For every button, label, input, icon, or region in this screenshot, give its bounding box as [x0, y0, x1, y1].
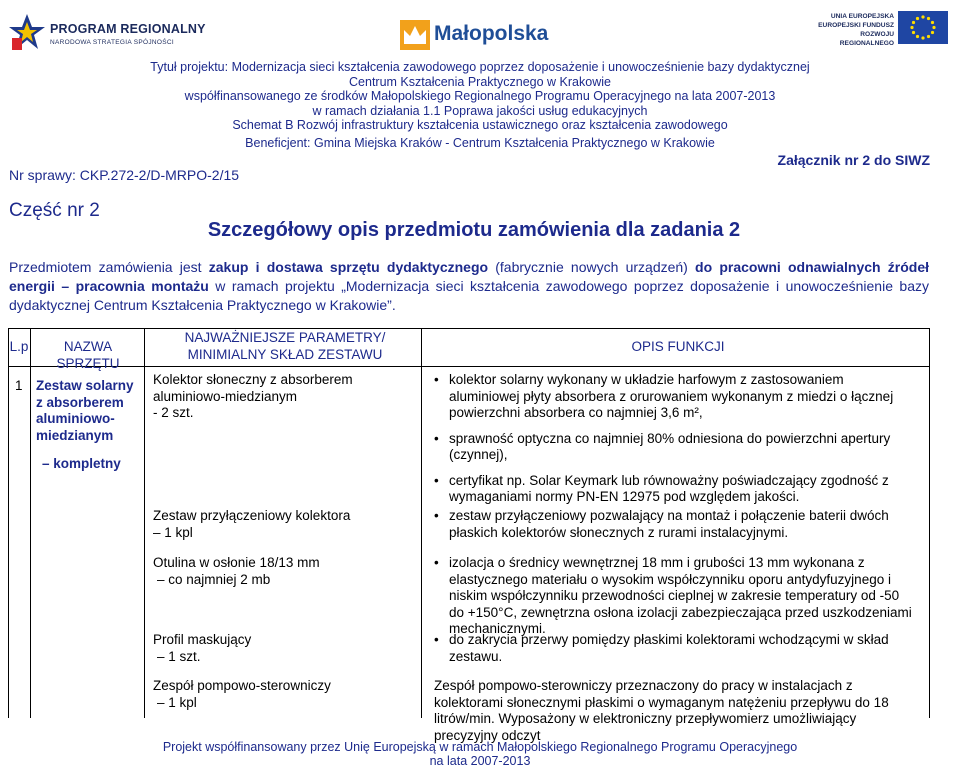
project-header: Tytuł projektu: Modernizacja sieci kształcenia zawodowego poprzez doposażenie i unowocześnienie bazy dydaktycznej Centrum Kształcenia Praktycznego w Krakowie współfinansowanego ze środków Małopolskiego Regionalnego Programu Operacyjnego na lata 2007-2013 w ramach działania 1.1 Poprawa jakości usług edukacyjnych Schemat B Rozwój infrastruktury kształcenia ustawicznego oraz kształcenia zawodowego [150, 60, 810, 132]
beneficjent: Beneficjent: Gmina Miejska Kraków - Centrum Kształcenia Praktycznego w Krakowie [245, 136, 715, 150]
malopolska-logo [400, 18, 549, 54]
param-profil: Profil maskujący – 1 szt. [153, 632, 252, 664]
header-desc: OPIS FUNKCJI [631, 339, 725, 354]
ue-text: UNIA EUROPEJSKA EUROPEJSKI FUNDUSZ ROZWOJU REGIONALNEGO [818, 13, 894, 47]
attachment-label: Załącznik nr 2 do SIWZ [777, 152, 930, 168]
program-regionalny-star-icon [8, 12, 46, 52]
footer: Projekt współfinansowany przez Unię Europejską w ramach Małopolskiego Regionalnego Programu Operacyjnego na lata 2007-2013 [162, 740, 798, 768]
header-params: NAJWAŻNIEJSZE PARAMETRY/ MINIMIALNY SKŁAD ZESTAWU [184, 330, 386, 362]
list-item: • certyfikat np. Solar Keymark lub równoważny poświadczający zgodność z wymaganiami normy PN-EN 12975 pod względem jakości. [434, 473, 914, 506]
row-name: Zestaw solarny z absorberem aluminiowo-miedzianym – kompletny [36, 378, 134, 471]
param-zespol-pompowy: Zespół pompowo-sterowniczy – 1 kpl [153, 678, 331, 710]
program-regionalny-subtitle: NARODOWA STRATEGIA SPÓJNOŚCI [50, 39, 174, 46]
param-otulina: Otulina w osłonie 18/13 mm – co najmniej 2 mb [153, 555, 320, 587]
param-kolektor: Kolektor słoneczny z absorberem aluminiowo-miedzianym - 2 szt. [153, 372, 353, 420]
list-item: • zestaw przyłączeniowy pozwalający na montaż i połączenie baterii dwóch płaskich kolektorów słonecznych z rurami instalacyjnymi. [434, 508, 914, 541]
ue-logo [810, 10, 950, 46]
desc-zestaw-przylaczeniowy [434, 508, 914, 550]
row-lp: 1 [15, 378, 23, 393]
case-number: Nr sprawy: CKP.272-2/D-MRPO-2/15 [9, 167, 240, 183]
malopolska-emblem-icon [400, 20, 430, 50]
spec-table [8, 328, 930, 743]
program-regionalny-title: PROGRAM REGIONALNY [50, 22, 206, 36]
header-name: NAZWA SPRZĘTU [56, 339, 120, 371]
list-item: • kolektor solarny wykonany w układzie harfowym z zastosowaniem aluminiowej płyty absorbera z orurowaniem wykonanym z miedzi o łącznej powierzchni absorbera co najmniej 3,6 m², [434, 372, 914, 422]
malopolska-name: Małopolska [434, 22, 549, 45]
list-item: • sprawność optyczna co najmniej 80% odniesiona do powierzchni apertury (czynnej), [434, 431, 914, 464]
list-item: • izolacja o średnicy wewnętrznej 18 mm i grubości 13 mm wykonana z elastycznego materiału o wysokim współczynniku oporu antydyfuzyjnego i niskim współczynniku przewodności cieplnej w zakresie temperatury od -50 do +150°C, zewnętrzna osłona izolacji zabezpieczająca przed uszkodzeniami mechanicznymi. [434, 555, 914, 638]
param-zestaw-przylaczeniowy: Zestaw przyłączeniowy kolektora – 1 kpl [153, 508, 351, 540]
desc-zespol-pompowy: Zespół pompowo-sterowniczy przeznaczony do pracy w instalacjach z kolektorami słonecznymi płaskimi o wymaganym natężeniu przepływu do 18 litrów/min. Wyposażony w elektroniczny przepływomierz umożliwiający precyzyjny odczyt [434, 678, 889, 743]
program-regionalny-logo [8, 10, 206, 56]
page-title: Szczegółowy opis przedmiotu zamówienia dla zadania 2 [207, 219, 741, 241]
eu-flag-icon [898, 11, 948, 44]
desc-kolektor [434, 372, 914, 515]
header-lp: L.p [9, 339, 29, 354]
part-label: Część nr 2 [9, 200, 100, 221]
list-item: • do zakrycia przerwy pomiędzy płaskimi kolektorami wchodzącymi w skład zestawu. [434, 632, 914, 665]
desc-profil [434, 632, 914, 674]
intro-paragraph: Przedmiotem zamówienia jest zakup i dostawa sprzętu dydaktycznego (fabrycznie nowych urządzeń) do pracowni odnawialnych źródeł energii – pracownia montażu w ramach projektu „Modernizacja sieci kształcenia zawodowego poprzez doposażenie i unowocześnienie bazy dydaktycznej Centrum Kształcenia Praktycznego w Krakowie”. [9, 259, 929, 313]
